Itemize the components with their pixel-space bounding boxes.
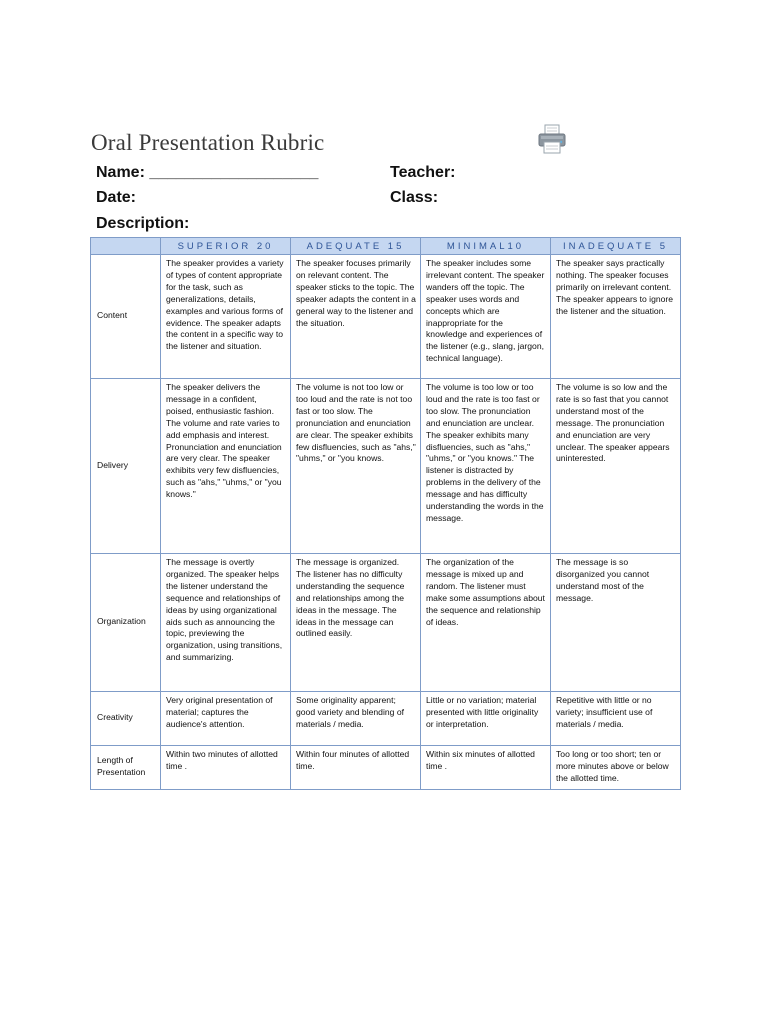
table-cell: The message is organized. The listener has no difficulty understanding the sequence and relationships among the ideas in the message. The ideas in the message can outlined easily.	[291, 554, 421, 692]
row-label: Content	[91, 255, 161, 379]
table-cell: The speaker delivers the message in a confident, poised, enthusiastic fashion. The volume and rate varies to add emphasis and interest. Pronunciation and enunciation are very clear. The speaker exhibits very few disfluencies, such as "ahs," "uhms," or "you knows."	[161, 379, 291, 554]
class-field-label: Class:	[390, 189, 439, 206]
table-cell: The volume is so low and the rate is so fast that you cannot understand most of the message. The pronunciation and enunciation are very unclear. The speaker appears uninterested.	[551, 379, 681, 554]
header-minimal: MINIMAL10	[421, 238, 551, 255]
table-cell: The message is overtly organized. The speaker helps the listener understand the sequence and relationships of ideas by using organizational aids such as announcing the topic, previewing the organization, using transitions, and summarizing.	[161, 554, 291, 692]
table-row-organization	[91, 554, 681, 692]
printer-icon[interactable]	[536, 123, 568, 155]
header-adequate: ADEQUATE 15	[291, 238, 421, 255]
header-inadequate: INADEQUATE 5	[551, 238, 681, 255]
description-field-label: Description:	[96, 215, 190, 232]
header-blank	[91, 238, 161, 255]
table-row-creativity	[91, 692, 681, 746]
row-label: Creativity	[91, 692, 161, 746]
table-cell: The speaker provides a variety of types of content appropriate for the task, such as generalizations, details, examples and various forms of evidence. The speaker adapts the content in a specific way to the listener and situation.	[161, 255, 291, 379]
table-cell: Within four minutes of allotted time.	[291, 746, 421, 790]
header-superior: SUPERIOR 20	[161, 238, 291, 255]
table-row-length	[91, 746, 681, 790]
name-field-label: Name: ___________________	[96, 164, 319, 181]
table-cell: Some originality apparent; good variety and blending of materials / media.	[291, 692, 421, 746]
table-cell: The message is so disorganized you cannot understand most of the message.	[551, 554, 681, 692]
table-cell: Within two minutes of allotted time .	[161, 746, 291, 790]
rubric-table	[90, 237, 681, 790]
table-cell: Too long or too short; ten or more minutes above or below the allotted time.	[551, 746, 681, 790]
table-cell: The speaker focuses primarily on relevant content. The speaker sticks to the topic. The speaker adapts the content in a general way to the listener and the situation.	[291, 255, 421, 379]
table-row-delivery	[91, 379, 681, 554]
rubric-header-row	[91, 238, 681, 255]
table-cell: The speaker says practically nothing. The speaker focuses primarily on irrelevant content. The speaker appears to ignore the listener and the situation.	[551, 255, 681, 379]
table-cell: Repetitive with little or no variety; insufficient use of materials / media.	[551, 692, 681, 746]
table-cell: The speaker includes some irrelevant content. The speaker wanders off the topic. The speaker uses words and concepts which are inappropriate for the knowledge and experiences of the listener (e.g., slang, jargon, technical language).	[421, 255, 551, 379]
table-cell: Very original presentation of material; captures the audience's attention.	[161, 692, 291, 746]
teacher-field-label: Teacher:	[390, 164, 456, 181]
table-cell: Little or no variation; material presented with little originality or interpretation.	[421, 692, 551, 746]
page-title: Oral Presentation Rubric	[91, 130, 325, 155]
date-field-label: Date:	[96, 189, 137, 206]
table-cell: The volume is not too low or too loud and the rate is not too fast or too slow. The pronunciation and enunciation are clear. The speaker exhibits few disfluencies, such as "ahs," "uhms," or "you knows.	[291, 379, 421, 554]
table-cell: The organization of the message is mixed up and random. The listener must make some assumptions about the sequence and relationship of ideas.	[421, 554, 551, 692]
row-label: Organization	[91, 554, 161, 692]
row-label: Delivery	[91, 379, 161, 554]
table-cell: The volume is too low or too loud and the rate is too fast or too slow. The pronunciation and enunciation are unclear. The speaker exhibits many disfluencies, such as "ahs," "uhms," or "you knows." The listener is distracted by problems in the delivery of the message and has difficulty understanding the words in the message.	[421, 379, 551, 554]
row-label: Length of Presentation	[91, 746, 161, 790]
table-row-content	[91, 255, 681, 379]
table-cell: Within six minutes of allotted time .	[421, 746, 551, 790]
